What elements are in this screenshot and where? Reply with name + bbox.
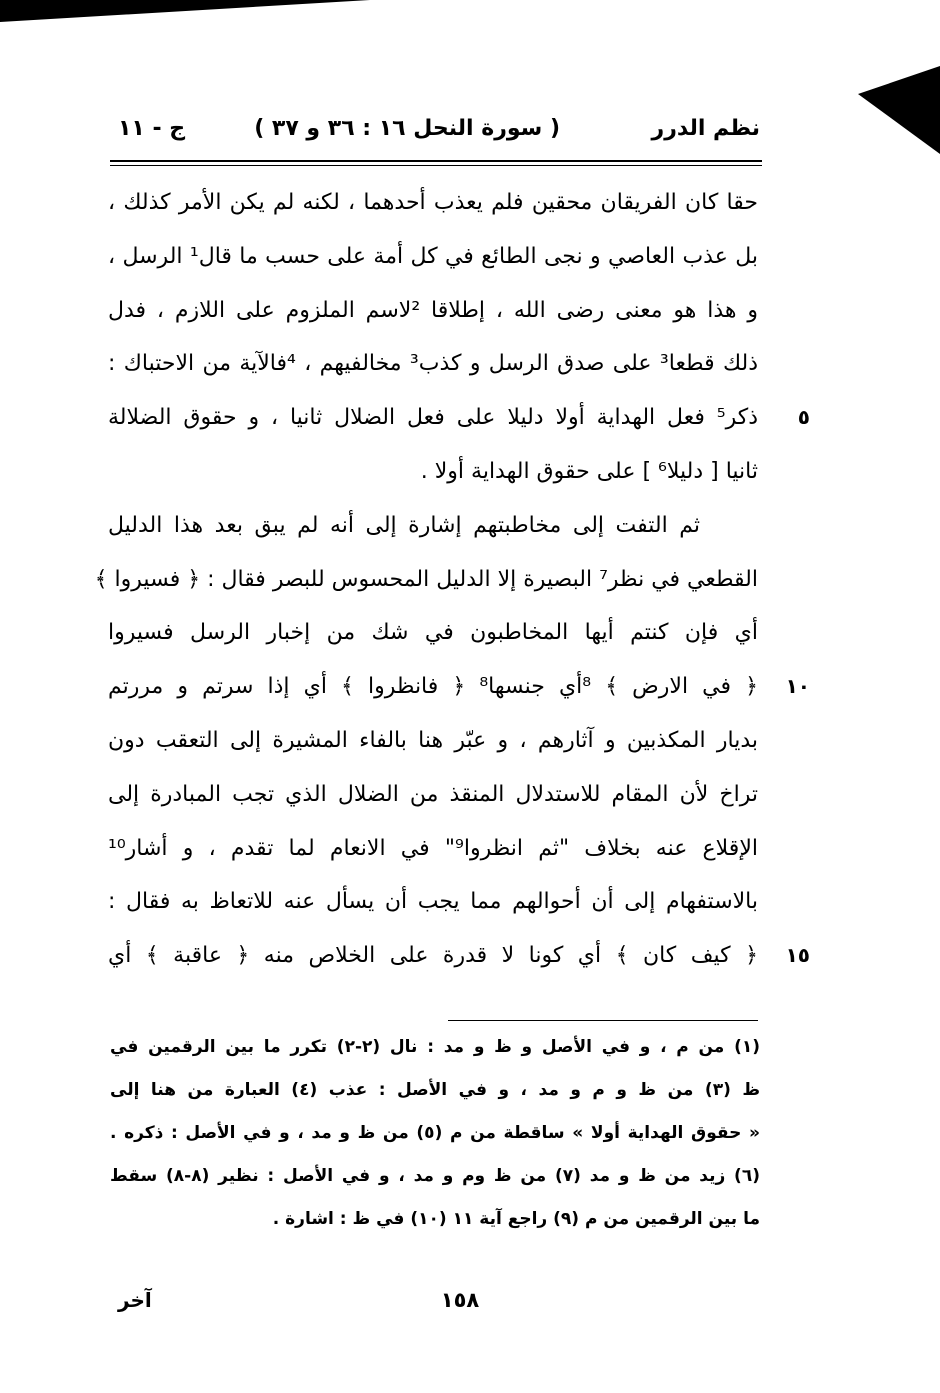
line-text: بالاستفهام إلى أن أحوالهم مما يجب أن يسأل عنه للاتعاظ به فقال : xyxy=(108,889,758,915)
catchword: آخر xyxy=(118,1288,152,1312)
line-number: ١٠ xyxy=(785,674,810,699)
footnote-line: (١) من م ، و في الأصل و ظ و مد : نال (٢-٢) تكرر ما بين الرقمين في xyxy=(110,1037,761,1057)
line-number: ١٥ xyxy=(785,943,810,968)
text-line xyxy=(108,176,758,230)
text-line xyxy=(108,660,810,714)
line-number: ٥ xyxy=(797,405,810,430)
line-text: أي فإن كنتم أيها المخاطبون في شك من إخبار الرسل فسيروا xyxy=(108,620,758,646)
running-header xyxy=(110,112,760,152)
text-line xyxy=(108,606,758,660)
text-line xyxy=(108,445,758,499)
text-line xyxy=(108,499,758,553)
text-line xyxy=(108,230,758,284)
line-text: ثم التفت إلى مخاطبتهم إشارة إلى أنه لم يبق بعد هذا الدليل xyxy=(108,512,700,538)
text-line xyxy=(108,391,810,445)
text-line xyxy=(108,714,758,768)
scan-mark-right xyxy=(858,66,940,154)
footnote-line: ما بين الرقمين من م (٩) راجع آية ١١ (١٠) في ظ : اشارة . xyxy=(272,1209,760,1229)
line-text: الإقلاع عنه بخلاف "ثم انظروا⁹" في الانعام لما تقدم ، و أشار¹⁰ xyxy=(108,835,758,861)
line-text: حقا كان الفريقان محقين فلم يعذب أحدهما ، لكنه لم يكن الأمر كذلك ، xyxy=(108,190,758,215)
text-line xyxy=(108,929,810,983)
header-rule-thin xyxy=(110,165,762,166)
footnote-rule xyxy=(448,1020,758,1021)
line-text: ﴿ في الارض ﴾ ⁸أي جنسها⁸ ﴿ فانظروا ﴾ أي إذا سرتم و مررتم xyxy=(108,674,758,700)
footnote-line: « حقوق الهداية أولا » ساقطة من م (٥) من ظ و مد ، و في الأصل : ذكره . xyxy=(110,1123,761,1143)
text-line xyxy=(108,284,758,338)
line-text: القطعي في نظر⁷ البصيرة إلا الدليل المحسوس للبصر فقال : ﴿ فسيروا ﴾ xyxy=(94,566,758,592)
book-title: نظم الدرر xyxy=(651,116,760,141)
text-line xyxy=(108,768,758,822)
footnotes xyxy=(110,1026,760,1241)
line-text: ﴿ كيف كان ﴾ أي كونا لا قدرة على الخلاص منه ﴿ عاقبة ﴾ أي xyxy=(108,943,758,969)
footnote-line: (٦) زيد من ظ و مد (٧) من ظ وم و مد ، و في الأصل : نظير (٨-٨) سقط xyxy=(110,1166,760,1186)
main-text xyxy=(94,176,810,983)
page-number: ١٥٨ xyxy=(440,1288,480,1312)
volume-number: ج - ١١ xyxy=(118,116,186,141)
line-text: و هذا هو معنى رضى الله ، إطلاقا ²لاسم الملزوم على اللازم ، فدل xyxy=(108,297,759,323)
text-line xyxy=(108,337,758,391)
line-text: تراخ لأن المقام للاستدلال المنقذ من الضلال الذي تجب المبادرة إلى xyxy=(108,781,758,807)
text-line xyxy=(94,553,758,607)
surah-reference: ( سورة النحل ١٦ : ٣٦ و ٣٧ ) xyxy=(254,116,560,141)
scan-mark-top xyxy=(0,0,370,22)
line-text: بديار المكذبين و آثارهم ، و عبّر هنا بالفاء المشيرة إلى التعقب دون xyxy=(108,727,758,753)
text-line xyxy=(108,875,758,929)
text-line xyxy=(108,822,758,876)
line-text: بل عذب العاصي و نجى الطائع في كل أمة على حسب ما قال¹ الرسل ، xyxy=(108,243,758,269)
line-text: ذلك قطعا³ على صدق الرسل و كذب³ مخالفيهم ، ⁴فالآية من الاحتباك : xyxy=(108,351,758,377)
footnote-line: ظ (٣) من ظ و م و مد ، و في الأصل : عذب (٤) العبارة من هنا إلى xyxy=(110,1080,761,1100)
line-text: ذكر⁵ فعل الهداية أولا دليلا على فعل الضلال ثانيا ، و حقوق الضلالة xyxy=(108,405,758,431)
line-text: ثانيا [ دليلا⁶ ] على حقوق الهداية أولا . xyxy=(420,458,758,484)
header-rule xyxy=(110,160,762,162)
